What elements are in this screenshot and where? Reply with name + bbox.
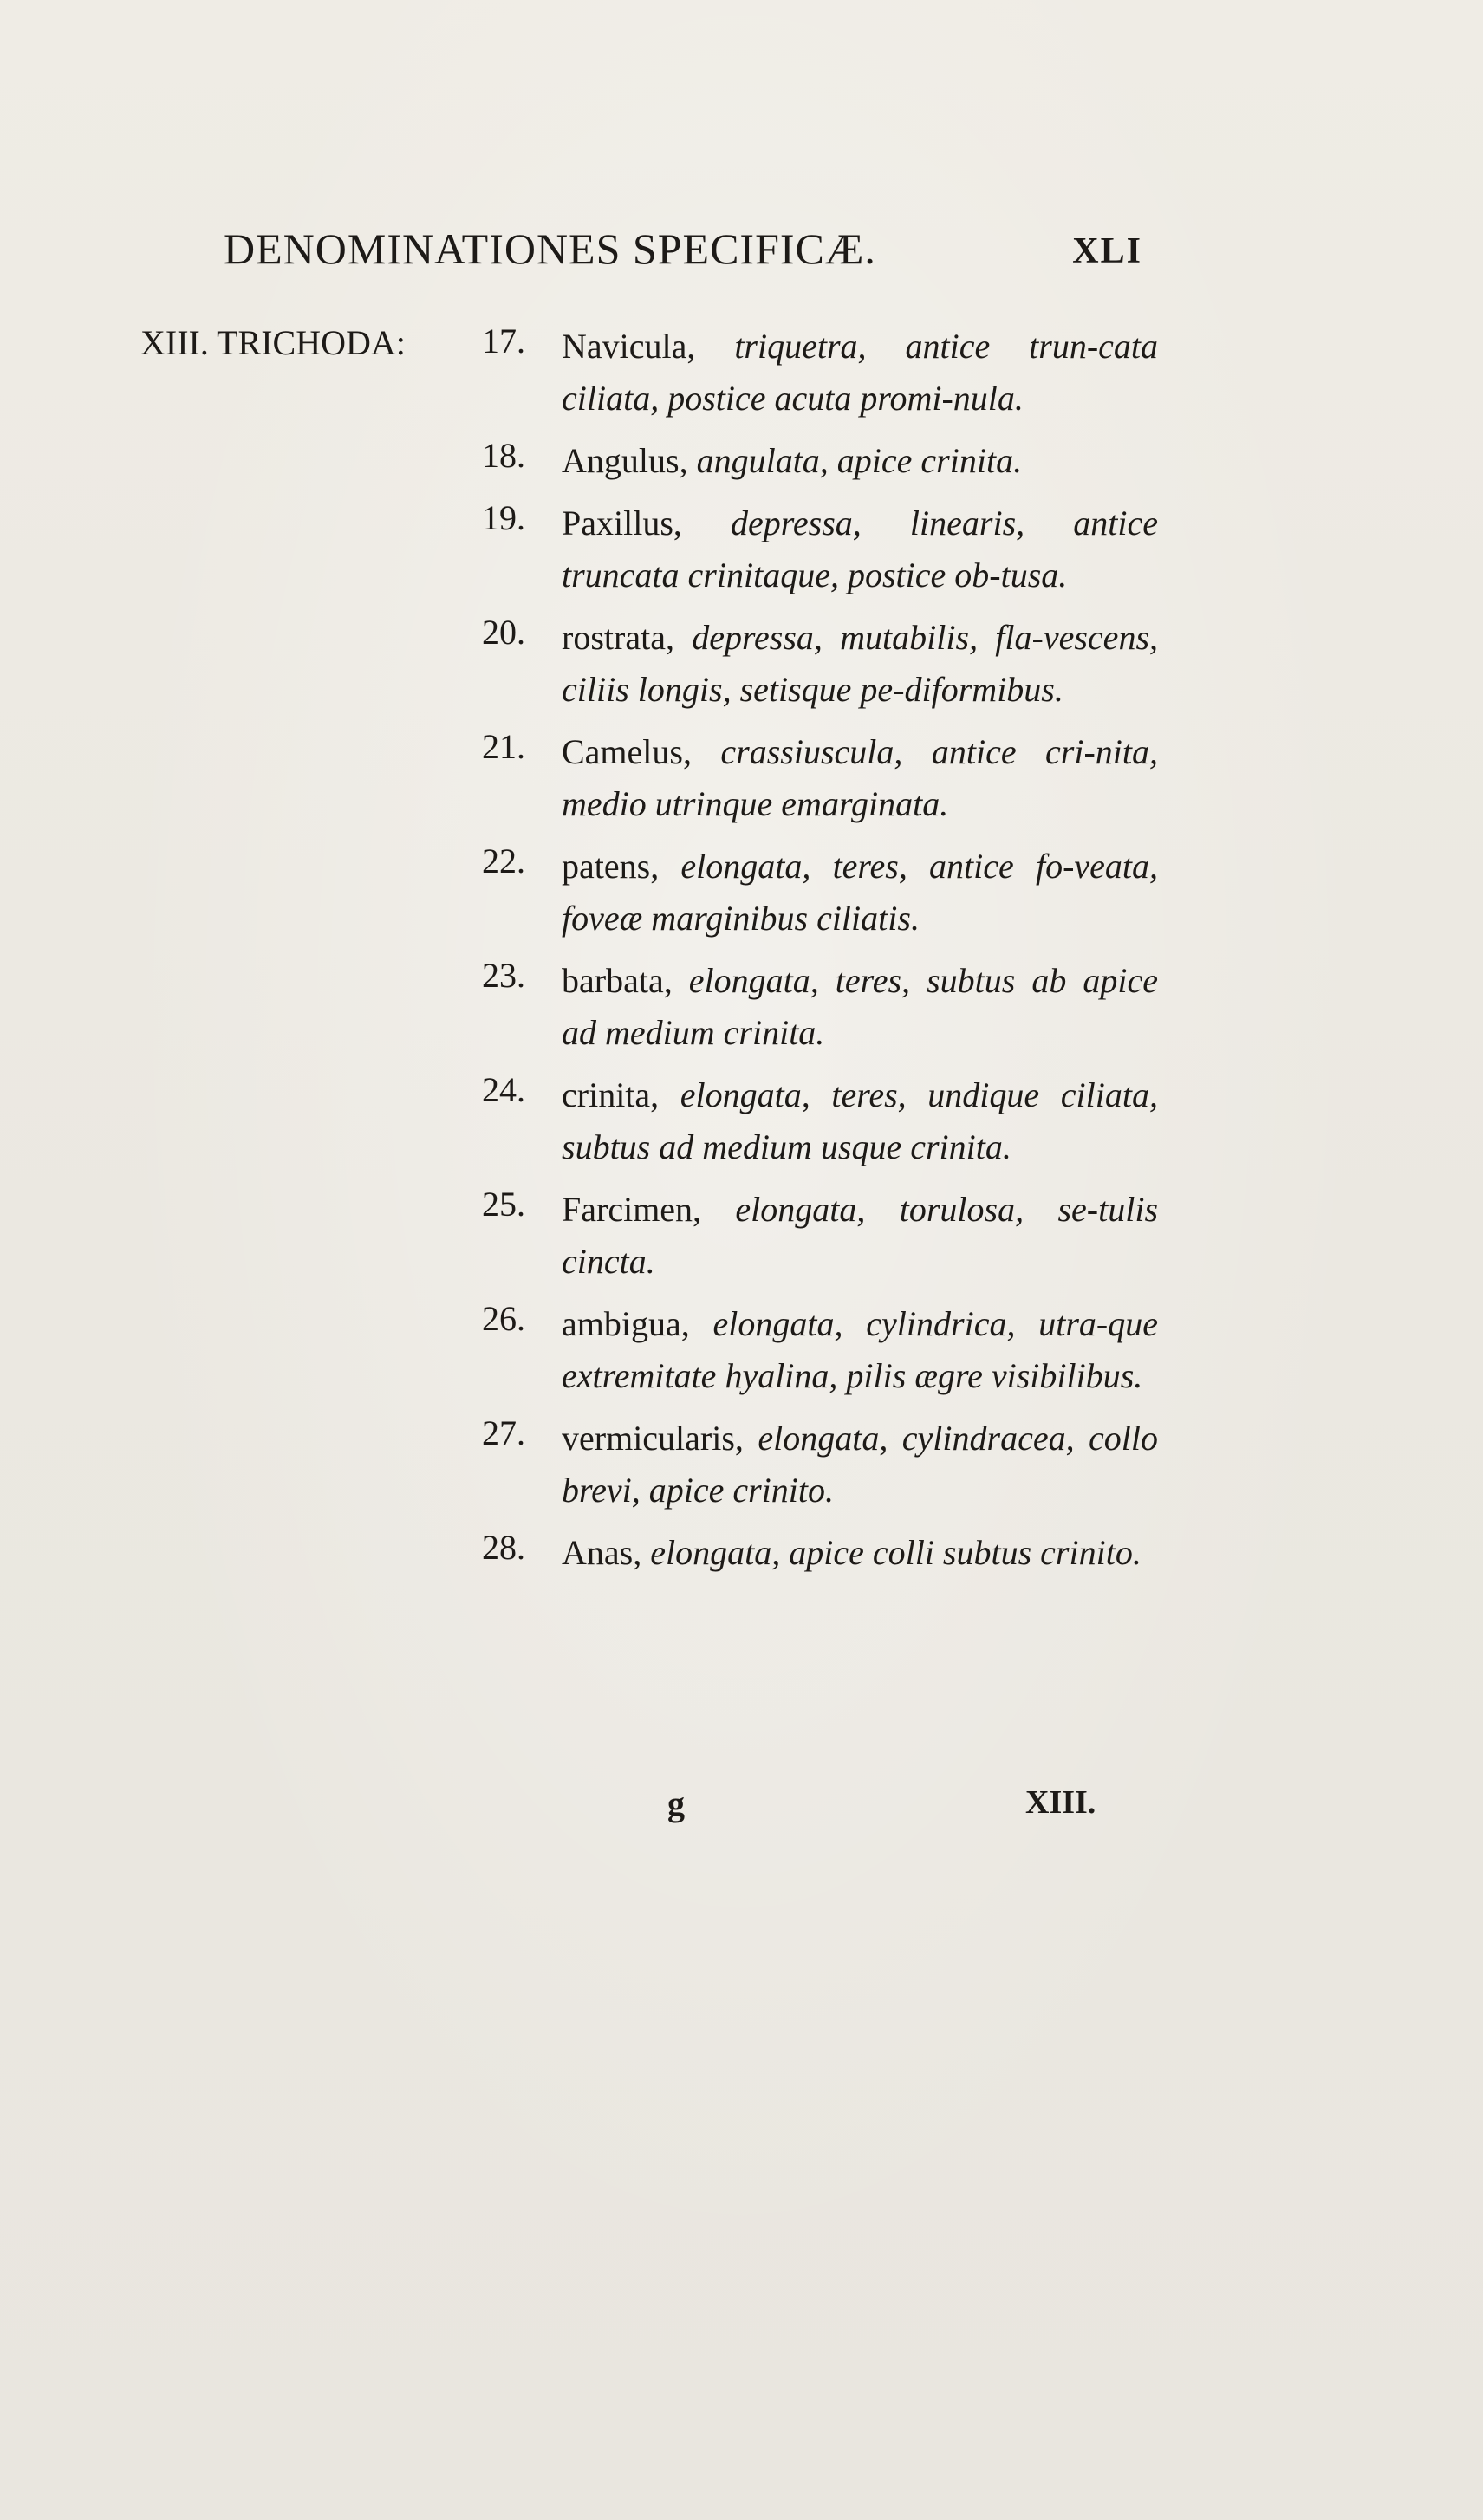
entry-text [562,497,1158,601]
entry-description: elongata, cylindrica, utra-que extremitate hyalina, pilis ægre visibilibus. [562,1304,1159,1395]
entry-description: triquetra, antice trun-cata ciliata, postice acuta promi-nula. [562,327,1159,418]
entry-name: Paxillus, [562,503,682,542]
entry-name: Camelus, [562,732,692,771]
entry-number: 20. [482,613,525,652]
list-item [482,1069,1158,1173]
entry-description: depressa, mutabilis, fla-vescens, ciliis longis, setisque pe-diformibus. [562,618,1159,709]
page-title: DENOMINATIONES SPECIFICÆ. [224,224,876,273]
entry-number: 19. [482,498,525,537]
entry-description: elongata, teres, antice fo-veata, foveæ marginibus ciliatis. [562,847,1159,938]
list-item [482,1527,1158,1579]
entry-number: 21. [482,727,525,766]
entry-name: Angulus, [562,441,688,480]
section-label: XIII. TRICHODA: [140,323,406,362]
running-header [224,224,1142,284]
list-item [482,497,1158,601]
page-number: XLI [1072,231,1142,271]
entry-number: 18. [482,436,525,475]
entry-text [562,1069,1158,1173]
entry-description: depressa, linearis, antice truncata crinitaque, postice ob-tusa. [562,503,1159,594]
entry-text [562,1413,1158,1517]
entry-number: 25. [482,1185,525,1224]
entry-name: vermicularis, [562,1419,744,1458]
entry-description: elongata, cylindracea, collo brevi, apice crinito. [562,1419,1158,1510]
entry-text [562,726,1158,830]
signature-mark: g [667,1784,685,1823]
entry-number: 26. [482,1299,525,1338]
list-item [482,726,1158,830]
entry-description: elongata, teres, undique ciliata, subtus ad medium usque crinita. [562,1075,1158,1166]
entry-number: 23. [482,956,525,995]
entry-number: 27. [482,1413,525,1452]
entries-list [482,321,1158,1589]
entry-number: 24. [482,1070,525,1109]
entry-name: Anas, [562,1533,642,1572]
list-item [482,841,1158,945]
entry-text [562,841,1158,945]
entry-text [562,955,1158,1059]
entry-text [562,435,1158,487]
list-item [482,1298,1158,1402]
entry-name: ambigua, [562,1304,690,1343]
entry-number: 28. [482,1528,525,1567]
entry-description: angulata, apice crinita. [696,441,1023,480]
entry-text [562,1184,1158,1288]
entry-description: elongata, teres, subtus ab apice ad medium crinita. [562,961,1159,1052]
entry-name: crinita, [562,1075,660,1114]
entry-text [562,612,1158,716]
list-item [482,612,1158,716]
entry-description: crassiuscula, antice cri-nita, medio utrinque emarginata. [562,732,1159,823]
list-item [482,321,1158,425]
list-item [482,435,1158,487]
list-item [482,955,1158,1059]
entry-text [562,321,1158,425]
entry-name: patens, [562,847,660,886]
entry-number: 22. [482,841,525,880]
entry-name: rostrata, [562,618,674,657]
list-item [482,1184,1158,1288]
entry-description: elongata, apice colli subtus crinito. [650,1533,1142,1572]
entry-name: Navicula, [562,327,696,366]
list-item [482,1413,1158,1517]
catchword: XIII. [1025,1784,1096,1821]
entry-text [562,1298,1158,1402]
entry-name: barbata, [562,961,673,1000]
entry-name: Farcimen, [562,1190,702,1229]
entry-text [562,1527,1158,1579]
entry-number: 17. [482,321,525,360]
entry-description: elongata, torulosa, se-tulis cincta. [562,1190,1159,1281]
